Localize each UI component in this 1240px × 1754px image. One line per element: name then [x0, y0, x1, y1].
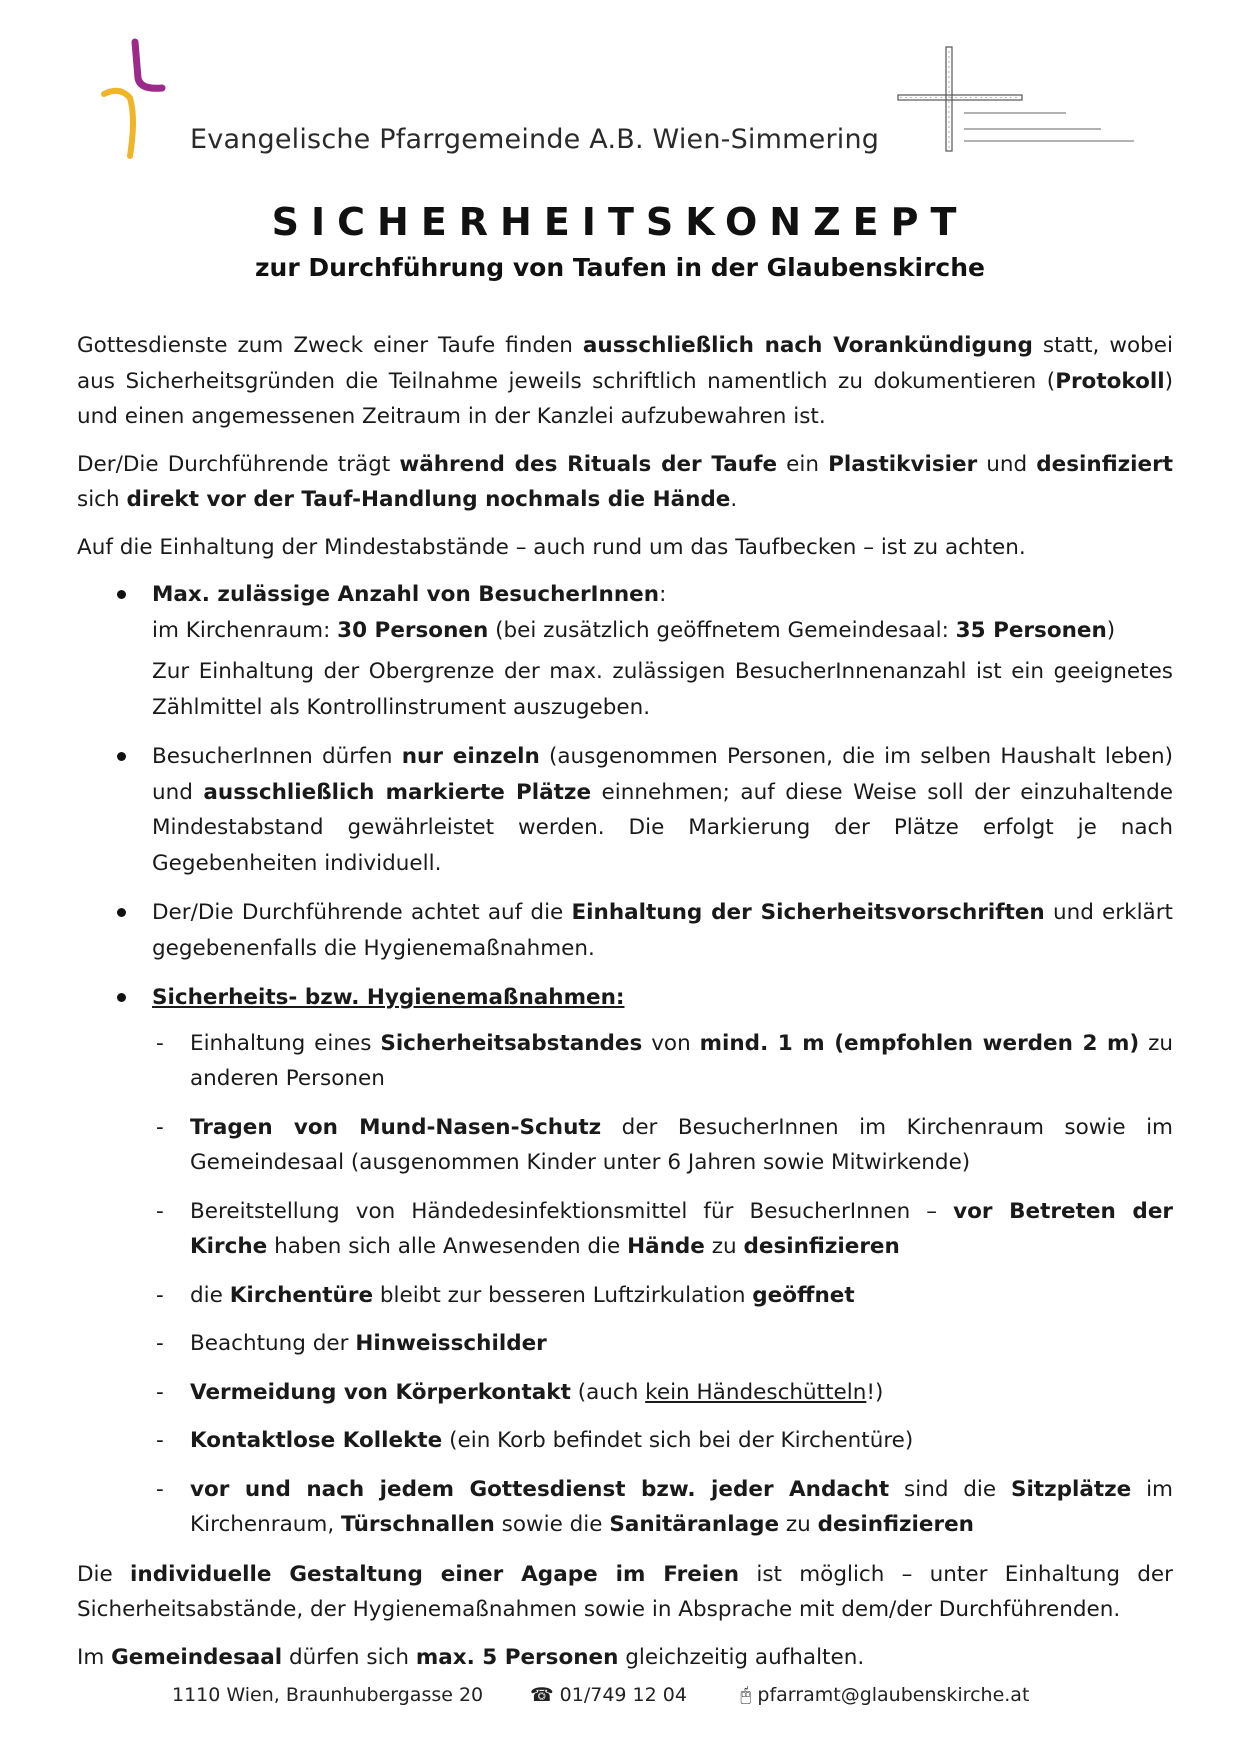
hygiene-item-distance: - Einhaltung eines Sicherheitsabstandes von mind. 1 m (empfohlen werden 2 m) zu anderen Personen — [152, 1026, 1173, 1097]
intro-paragraph-2: Der/Die Durchführende trägt während des Rituals der Taufe ein Plastikvisier und desinfiziert sich direkt vor der Tauf-Handlung nochmals die Hände. — [77, 451, 1174, 512]
hygiene-item-door: - die Kirchentüre bleibt zur besseren Luftzirkulation geöffnet — [152, 1278, 1173, 1314]
hygiene-item-collection: - Kontaktlose Kollekte (ein Korb befindet sich bei der Kirchentüre) — [152, 1423, 1173, 1459]
cross-grid-icon — [896, 45, 1136, 153]
hygiene-item-cleaning: - vor und nach jedem Gottesdienst bzw. jeder Andacht sind die Sitzplätze im Kirchenraum, Türschnallen sowie die Sanitäranlage zu desinfizieren — [152, 1472, 1173, 1543]
document-title: SICHERHEITSKONZEPT — [271, 200, 969, 244]
closing-paragraph-2: Im Gemeindesaal dürfen sich max. 5 Personen gleichzeitig aufhalten. — [77, 1644, 865, 1670]
hygiene-item-mask: - Tragen von Mund-Nasen-Schutz der BesucherInnen im Kirchenraum sowie im Gemeindesaal (ausgenommen Kinder unter 6 Jahren sowie Mitwirkende) — [152, 1110, 1173, 1181]
visitor-limit-note: Zur Einhaltung der Obergrenze der max. zulässigen BesucherInnenanzahl ist ein geeignetes Zählmittel als Kontrollinstrument auszugeben. — [152, 659, 1173, 720]
intro-paragraph-3: Auf die Einhaltung der Mindestabstände – auch rund um das Taufbecken – ist zu achten. — [77, 534, 1026, 560]
rules-list — [77, 577, 1173, 1543]
footer-address: 1110 Wien, Braunhubergasse 20 — [172, 1684, 484, 1706]
closing-paragraph-1: Die individuelle Gestaltung einer Agape im Freien ist möglich – unter Einhaltung der Sicherheitsabstände, der Hygienemaßnahmen sowie in Absprache mit dem/der Durchführenden. — [77, 1561, 1173, 1622]
bullet-seating: BesucherInnen dürfen nur einzeln (ausgenommen Personen, die im selben Haushalt leben) und ausschließlich markierte Plätze einnehmen; auf diese Weise soll der einzuhaltende Mindestabstand gewährleistet werden. Die Markierung der Plätze erfolgt je nach Gegebenheiten individuell. — [77, 739, 1173, 881]
hygiene-list — [152, 1026, 1173, 1543]
bullet-hygiene — [77, 980, 1173, 1543]
phone-icon: ☎ — [530, 1684, 554, 1706]
intro-paragraph-1: Gottesdienste zum Zweck einer Taufe finden ausschließlich nach Vorankündigung statt, wobei aus Sicherheitsgründen die Teilnahme jeweils schriftlich namentlich zu dokumentieren (Protokoll) und einen angemessenen Zeitraum in der Kanzlei aufzubewahren ist. — [77, 333, 1173, 429]
document-body — [77, 328, 1173, 1687]
document-subtitle: zur Durchführung von Taufen in der Glaubenskirche — [254, 253, 986, 282]
footer-email[interactable]: pfarramt@glaubenskirche.at — [757, 1684, 1030, 1706]
bullet-visitor-limit: Max. zulässige Anzahl von BesucherInnen: im Kirchenraum: 30 Personen (bei zusätzlich geöffnetem Gemeindesaal: 35 Personen) Zur Einhaltung der Obergrenze der max. zulässigen BesucherInnenanzahl ist ein geeignetes Zählmittel als Kontrollinstrument auszugeben. — [77, 577, 1173, 725]
organization-name: Evangelische Pfarrgemeinde A.B. Wien-Simmering — [190, 124, 880, 155]
footer-phone: 01/749 12 04 — [559, 1684, 687, 1706]
footer — [0, 1684, 1240, 1714]
hygiene-item-contact: - Vermeidung von Körperkontakt (auch kein Händeschütteln!) — [152, 1375, 1173, 1411]
hygiene-heading: Sicherheits- bzw. Hygienemaßnahmen: — [152, 985, 625, 1010]
bullet-officiant: Der/Die Durchführende achtet auf die Einhaltung der Sicherheitsvorschriften und erklärt gegebenenfalls die Hygienemaßnahmen. — [77, 895, 1173, 966]
hygiene-item-signs: - Beachtung der Hinweisschilder — [152, 1326, 1173, 1362]
hygiene-item-disinfectant: - Bereitstellung von Händedesinfektionsmittel für BesucherInnen – vor Betreten der Kirche haben sich alle Anwesenden die Hände zu desinfizieren — [152, 1194, 1173, 1265]
mouse-icon: 🖰 — [740, 1684, 752, 1706]
cross-logo-icon — [100, 38, 180, 168]
